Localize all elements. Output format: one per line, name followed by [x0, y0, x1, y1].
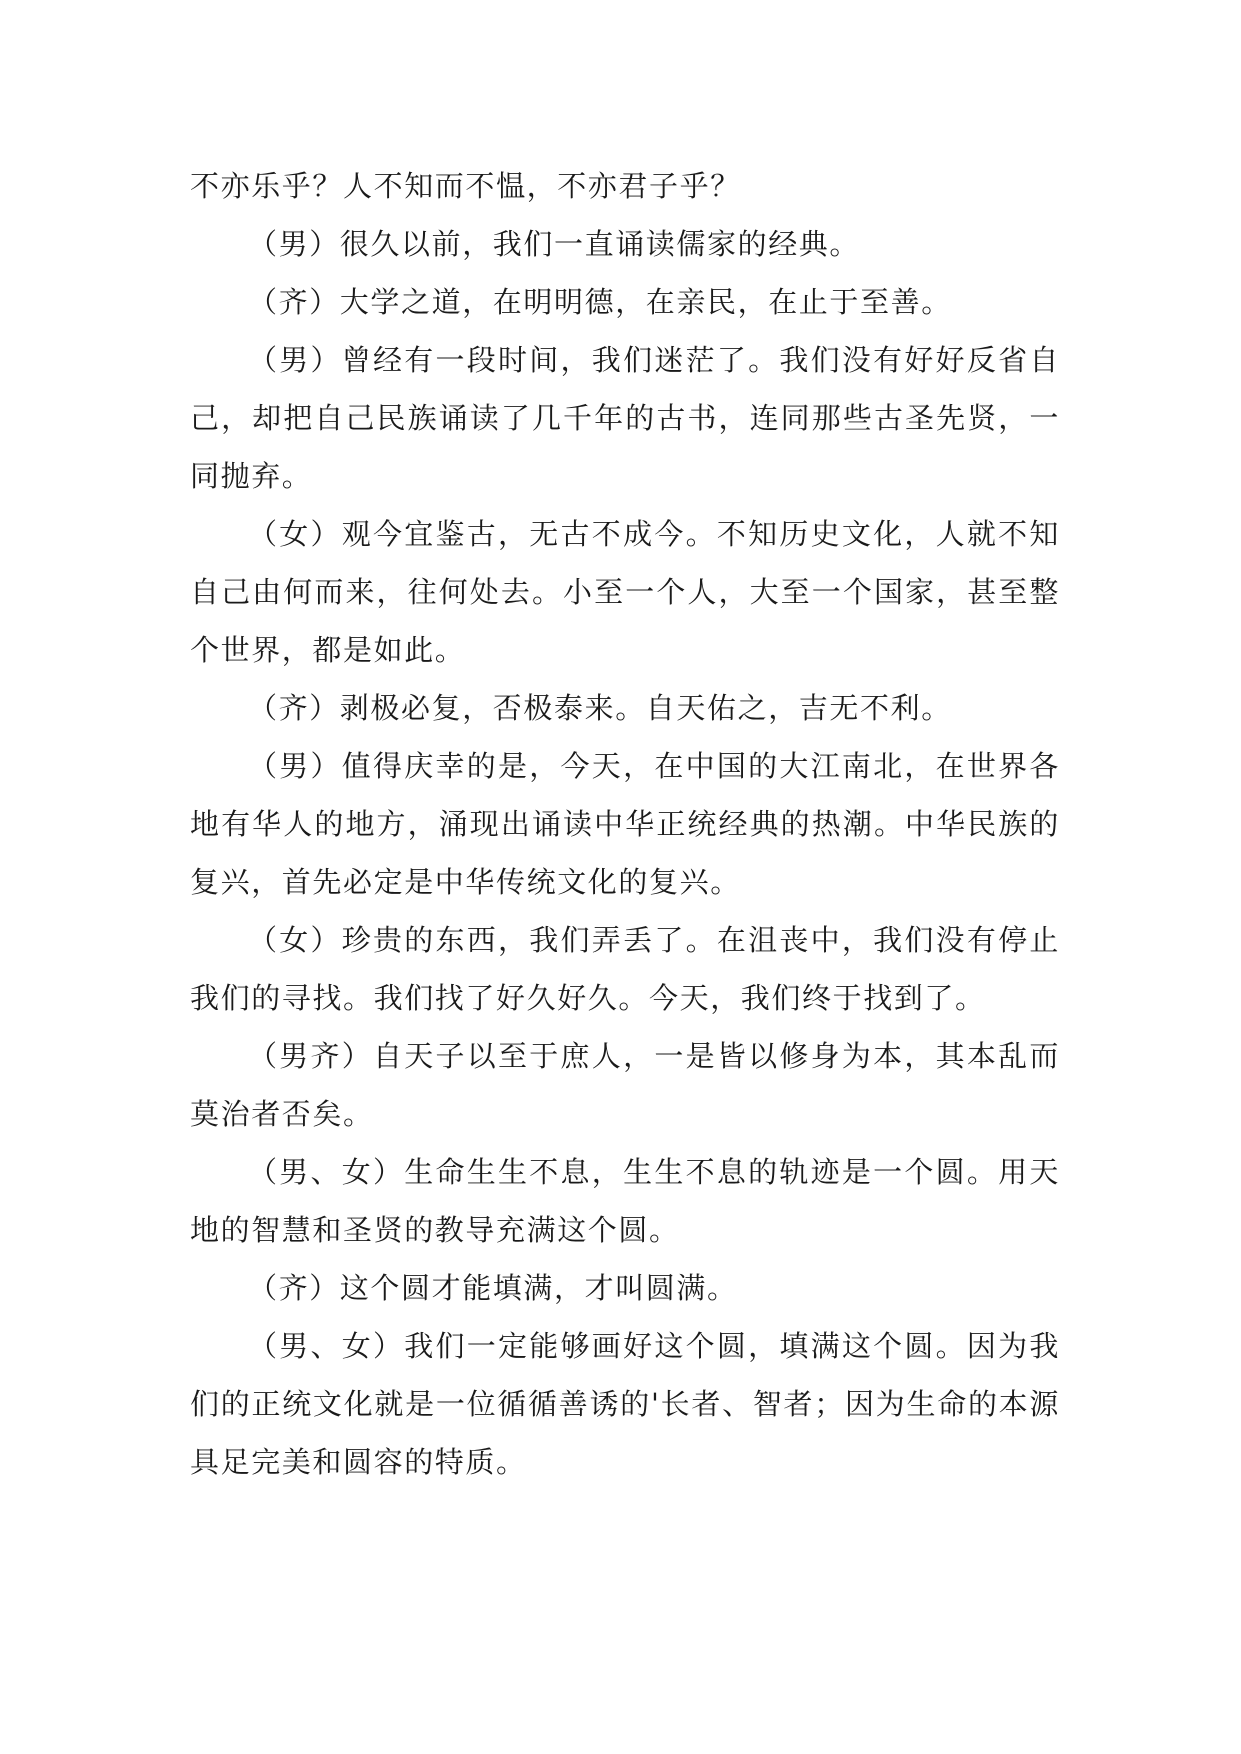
- paragraph-1: 不亦乐乎？人不知而不愠，不亦君子乎？: [190, 169, 741, 203]
- paragraph-12: （男、女）我们一定能够画好这个圆，填满这个圆。因为我们的正统文化就是一位循循善诱的'长者、智者；因为生命的本源具足完美和圆容的特质。: [190, 1329, 1060, 1479]
- document-body: [190, 157, 1060, 1491]
- paragraph-5: （女）观今宜鉴古，无古不成今。不知历史文化，人就不知自己由何而来，往何处去。小至一个人，大至一个国家，甚至整个世界，都是如此。: [190, 517, 1060, 667]
- paragraph-11: （齐）这个圆才能填满，才叫圆满。: [248, 1271, 738, 1305]
- paragraph-4: （男）曾经有一段时间，我们迷茫了。我们没有好好反省自己，却把自己民族诵读了几千年的古书，连同那些古圣先贤，一同抛弃。: [190, 343, 1060, 493]
- paragraph-3: （齐）大学之道，在明明德，在亲民，在止于至善。: [248, 285, 952, 319]
- paragraph-6: （齐）剥极必复，否极泰来。自天佑之，吉无不利。: [248, 691, 952, 725]
- paragraph-7: （男）值得庆幸的是，今天，在中国的大江南北，在世界各地有华人的地方，涌现出诵读中华正统经典的热潮。中华民族的复兴，首先必定是中华传统文化的复兴。: [190, 749, 1060, 899]
- paragraph-9: （男齐）自天子以至于庶人，一是皆以修身为本，其本乱而莫治者否矣。: [190, 1039, 1060, 1131]
- paragraph-2: （男）很久以前，我们一直诵读儒家的经典。: [248, 227, 861, 261]
- paragraph-10: （男、女）生命生生不息，生生不息的轨迹是一个圆。用天地的智慧和圣贤的教导充满这个圆。: [190, 1155, 1060, 1247]
- paragraph-8: （女）珍贵的东西，我们弄丢了。在沮丧中，我们没有停止我们的寻找。我们找了好久好久。今天，我们终于找到了。: [190, 923, 1060, 1015]
